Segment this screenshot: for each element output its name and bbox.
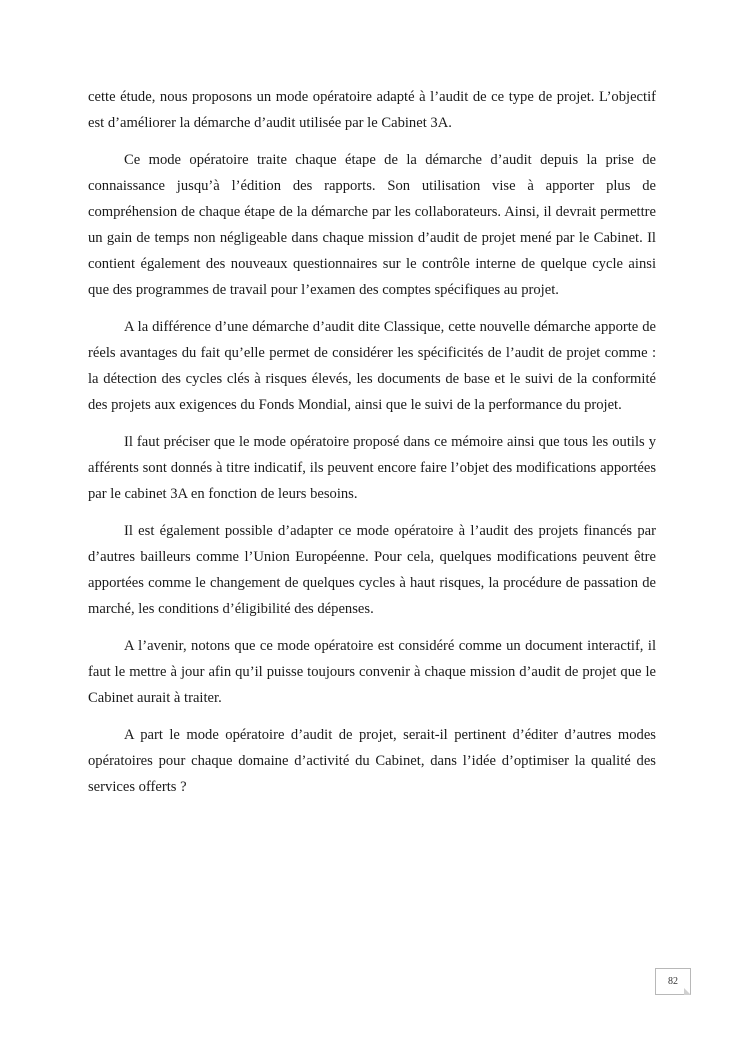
paragraph-autres-bailleurs: Il est également possible d’adapter ce mode opératoire à l’audit des projets financés par d’autres bailleurs comme l’Union Européenne. Pour cela, quelques modifications peuvent être apportées comme le changement de quelques cycles à haut risques, la procédure de passation de marché, les conditions d’éligibilité des dépenses. (88, 523, 656, 617)
paragraph-mode-operatoire: Ce mode opératoire traite chaque étape de la démarche d’audit depuis la prise de connaissance jusqu’à l’édition des rapports. Son utilisation vise à apporter plus de compréhension de chaque étape de la démarche par les collaborateurs. Ainsi, il devrait permettre un gain de temps non négligeable dans chaque mission d’audit de projet mené par le Cabinet. Il contient également des nouveaux questionnaires sur le contrôle interne de quelque cycle ainsi que des programmes de travail pour l’examen des comptes spécifiques au projet. (88, 152, 656, 298)
paragraph-continuation: cette étude, nous proposons un mode opératoire adapté à l’audit de ce type de projet. L’objectif est d’améliorer la démarche d’audit utilisée par le Cabinet 3A. (88, 89, 656, 131)
paragraph-outils-indicatifs: Il faut préciser que le mode opératoire proposé dans ce mémoire ainsi que tous les outils y afférents sont donnés à titre indicatif, ils peuvent encore faire l’objet des modifications apportées par le cabinet 3A en fonction de leurs besoins. (88, 434, 656, 502)
page-number: 82 (655, 968, 691, 995)
paragraph-document-interactif: A l’avenir, notons que ce mode opératoire est considéré comme un document interactif, il faut le mettre à jour afin qu’il puisse toujours convenir à chaque mission d’audit de projet que le Cabinet aurait à traiter. (88, 638, 656, 706)
paragraph-question-finale: A part le mode opératoire d’audit de projet, serait-il pertinent d’éditer d’autres modes opératoires pour chaque domaine d’activité du Cabinet, dans l’idée d’optimiser la qualité des services offerts ? (88, 727, 656, 795)
document-body (88, 84, 656, 811)
paragraph-difference-classique: A la différence d’une démarche d’audit dite Classique, cette nouvelle démarche apporte de réels avantages du fait qu’elle permet de considérer les spécificités de l’audit de projet comme : la détection des cycles clés à risques élevés, les documents de base et le suivi de la conformité des projets aux exigences du Fonds Mondial, ainsi que le suivi de la performance du projet. (88, 319, 656, 413)
